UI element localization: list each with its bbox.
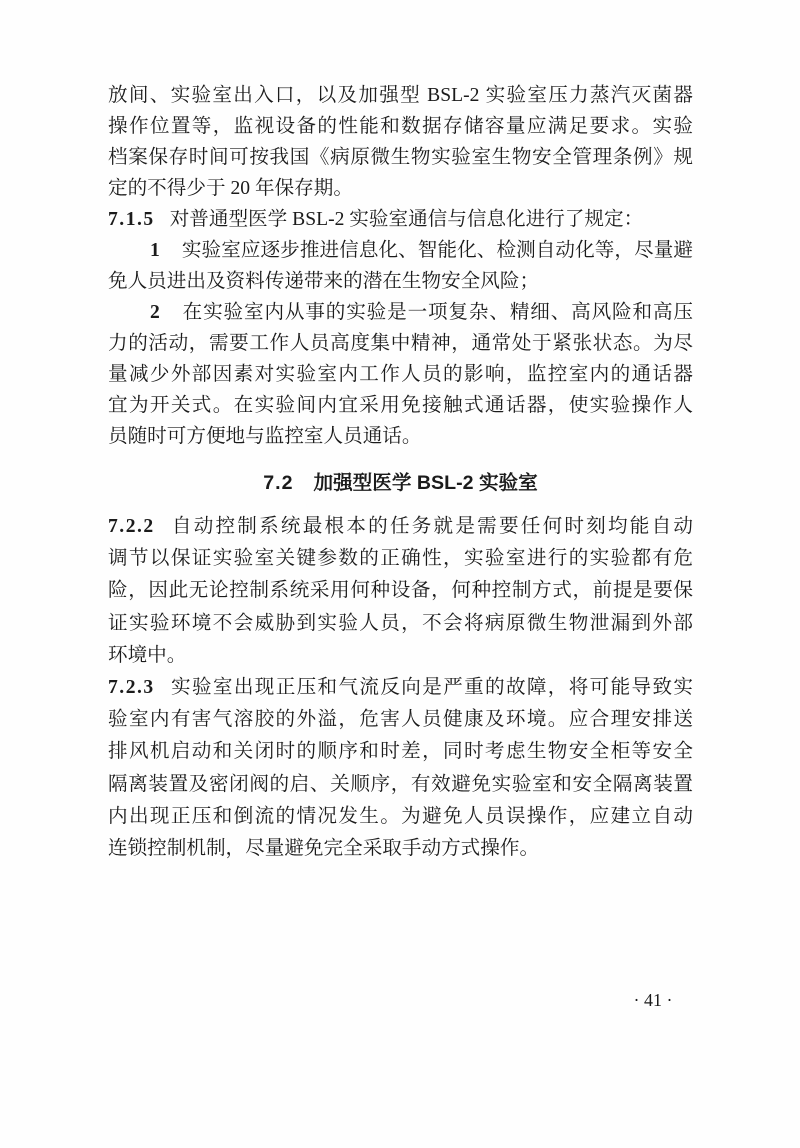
clause-7-1-5-line [108,204,693,235]
section-heading [108,467,693,499]
text-line: 操作位置等，监视设备的性能和数据存储容量应满足要求。实验 [108,116,693,137]
item-text: 实验室应逐步推进信息化、智能化、检测自动化等，尽量避 [181,240,693,261]
clause-text: 对普通型医学 BSL-2 实验室通信与信息化进行了规定： [169,209,644,230]
text-line: 调节以保证实验室关键参数的正确性，实验室进行的实验都有危 [108,548,693,570]
clause-text: 实验室出现正压和气流反向是严重的故障，将可能导致实 [169,677,693,699]
text-block-7-2 [108,511,693,865]
text-line: 环境中。 [108,644,187,666]
section-number: 7.2 [263,472,294,494]
clause-number: 7.2.2 [108,516,155,537]
clause-number: 7.2.3 [108,677,155,699]
page-number: · 41 · [633,990,673,1010]
list-item-1-line [108,235,693,266]
text-line: 验室内有害气溶胶的外溢，危害人员健康及环境。应合理安排送 [108,709,693,731]
text-line: 档案保存时间可按我国《病原微生物实验室生物安全管理条例》规 [108,147,693,168]
section-title: 加强型医学 BSL-2 实验室 [313,472,538,494]
text-line: 放间、实验室出入口，以及加强型 BSL-2 实验室压力蒸汽灭菌器 [108,85,693,106]
list-item-2-line [108,297,693,328]
text-line: 内出现正压和倒流的情况发生。为避免人员误操作，应建立自动 [108,805,693,827]
text-line: 连锁控制机制，尽量避免完全采取手动方式操作。 [108,838,540,860]
text-line: 员随时可方便地与监控室人员通话。 [108,426,422,447]
text-line: 隔离装置及密闭阀的启、关顺序，有效避免实验室和安全隔离装置 [108,773,693,795]
text-line: 量减少外部因素对实验室内工作人员的影响，监控室内的通话器 [108,364,693,385]
item-number: 2 [150,302,160,323]
clause-text: 自动控制系统最根本的任务就是需要任何时刻均能自动 [169,516,693,537]
text-line: 免人员进出及资料传递带来的潜在生物安全风险； [108,271,540,292]
clause-number: 7.1.5 [108,209,155,230]
text-line: 险，因此无论控制系统采用何种设备，何种控制方式，前提是要保 [108,580,693,602]
text-block-7-1 [108,80,693,452]
text-line: 排风机启动和关闭时的顺序和时差，同时考虑生物安全柜等安全 [108,741,693,763]
text-line: 证实验环境不会威胁到实验人员，不会将病原微生物泄漏到外部 [108,612,693,634]
text-line: 宜为开关式。在实验间内宜采用免接触式通话器，使实验操作人 [108,395,693,416]
text-line: 力的活动，需要工作人员高度集中精神，通常处于紧张状态。为尽 [108,333,693,354]
clause-7-2-2-line [108,511,693,543]
item-text: 在实验室内从事的实验是一项复杂、精细、高风险和高压 [181,302,693,323]
item-number: 1 [150,240,160,261]
clause-7-2-3-line [108,672,693,704]
text-line: 定的不得少于 20 年保存期。 [108,178,353,199]
